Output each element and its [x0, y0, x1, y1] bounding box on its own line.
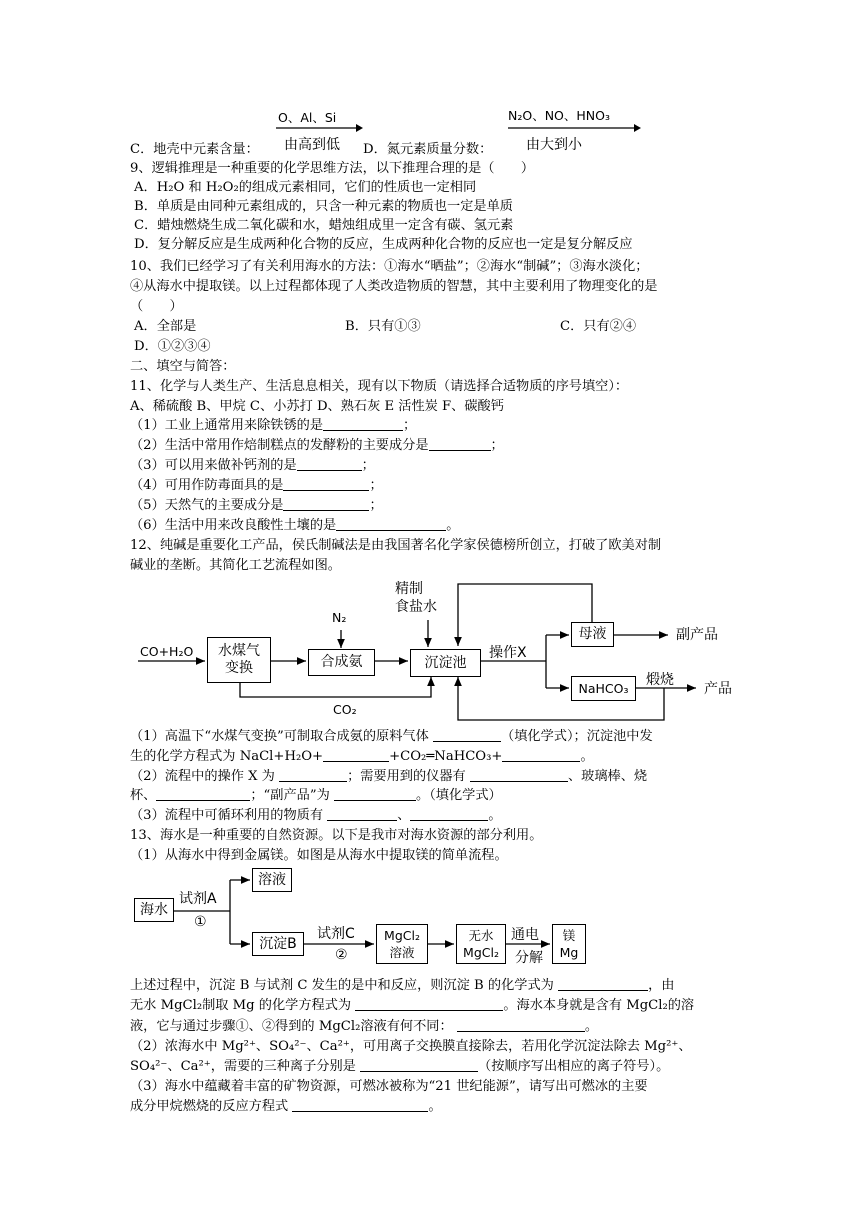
q13-sub3-line2 — [130, 1097, 442, 1116]
punct: ； — [369, 478, 383, 493]
option-d-label: D．氮元素质量分数： — [363, 142, 493, 157]
electrolysis-label: 通电 — [511, 927, 539, 943]
brine-label: 精制 食盐水 — [395, 581, 437, 615]
q10-line2: ④从海水中提取镁。以上过程都体现了人类改造物质的智慧，其中主要利用了物理变化的是 — [130, 279, 658, 294]
q10-option-a: A．全部是 — [134, 319, 197, 334]
punct: ； — [490, 438, 504, 453]
step2-label: ② — [335, 947, 348, 963]
ammonia-synthesis-box: 合成氨 — [308, 649, 375, 676]
q12-line2: 碱业的垄断。其简化工艺流程如图。 — [130, 558, 341, 573]
q11-sub3-text: （3）可以用来做补钙剂的是 — [130, 458, 297, 473]
q13-para-text-e: 液，它与通过步骤①、②得到的 MgCl₂溶液有何不同： — [130, 1019, 453, 1034]
q13-sub2-text-b: SO₄²⁻、Ca²⁺，需要的三种离子分别是 — [130, 1059, 356, 1074]
q13-sub2-line2 — [130, 1057, 669, 1076]
q11-stem: 11、化学与人类生产、生活息息相关，现有以下物质（请选择合适物质的序号填空）： — [130, 379, 629, 394]
option-c-arrow-bottom: 由高到低 — [284, 137, 340, 153]
step1-label: ① — [194, 914, 207, 930]
q12-sub1-text-d: +CO₂═NaHCO₃+ — [389, 749, 503, 764]
option-c-label: C．地壳中元素含量： — [130, 142, 259, 157]
by-product-label: 副产品 — [676, 627, 718, 643]
q12-sub1-text-b: （填化学式）；沉淀池中发 — [501, 729, 653, 744]
answer-blank[interactable] — [360, 1058, 478, 1072]
precipitate-b-box: 沉淀B — [252, 932, 304, 956]
q11-sub6-text: （6）生活中用来改良酸性土壤的是 — [130, 518, 337, 533]
q12-sub2-text-a: （2）流程中的操作 X 为 — [130, 769, 275, 784]
q13-sub3-line1: （3）海水中蕴藏着丰富的矿物资源，可燃冰被称为“21 世纪能源”，请写出可燃冰的主要 — [130, 1079, 648, 1094]
q12-line1: 12、纯碱是重要化工产品，侯氏制碱法是由我国著名化学家侯德榜所创立，打破了欧美对制 — [130, 538, 662, 553]
magnesium-box: 镁 Mg — [552, 924, 586, 964]
q12-sub2-text-f: 。（填化学式） — [416, 788, 502, 803]
q12-sub3-text-a: （3）流程中可循环利用的物质有 — [130, 808, 324, 823]
q12-sub2-text-e: ；“副产品”为 — [250, 788, 330, 803]
n2-label: N₂ — [332, 610, 347, 625]
q12-sub3-text-b: 、 — [397, 808, 411, 823]
q13-sub1: （1）从海水中得到金属镁。如图是从海水中提取镁的简单流程。 — [130, 848, 508, 863]
operation-x-label: 操作X — [489, 645, 527, 661]
q12-sub2-text-b: ；需要用到的仪器有 — [347, 769, 466, 784]
mgcl2-solution-box: MgCl₂ 溶液 — [376, 924, 428, 964]
q13-para-line3 — [130, 1017, 598, 1036]
mother-liquor-box: 母液 — [571, 622, 614, 647]
answer-blank[interactable] — [457, 1018, 585, 1032]
feed-label: CO+H₂O — [140, 644, 194, 659]
q12-sub3-text-c: 。 — [488, 808, 502, 823]
q13-para-text-c: 无水 MgCl₂制取 Mg 的化学方程式为 — [130, 998, 352, 1013]
q12-sub2-text-d: 杯、 — [130, 788, 157, 803]
option-c-arrow-top: O、Al、Si — [278, 110, 337, 125]
q11-sub5-text: （5）天然气的主要成分是 — [130, 498, 284, 513]
q13-para-line2 — [130, 996, 694, 1015]
co2-label: CO₂ — [333, 702, 357, 717]
q9-option-c: C．蜡烛燃烧生成二氧化碳和水，蜡烛组成里一定含有碳、氢元素 — [134, 218, 514, 233]
solution-box: 溶液 — [252, 868, 292, 892]
q11-sub4-text: （4）可用作防毒面具的是 — [130, 478, 284, 493]
q11-options: A、稀硫酸 B、甲烷 C、小苏打 D、熟石灰 E 活性炭 F、碳酸钙 — [130, 399, 504, 414]
q12-sub1-text-e: 。 — [580, 749, 594, 764]
q12-sub1-text-a: （1）高温下“水煤气变换”可制取合成氨的原料气体 — [130, 729, 429, 744]
anhydrous-mgcl2-box: 无水 MgCl₂ — [456, 924, 506, 964]
answer-blank[interactable] — [355, 997, 503, 1011]
q13-stem: 13、海水是一种重要的自然资源。以下是我市对海水资源的部分利用。 — [130, 828, 543, 843]
q10-line3: （ ） — [130, 299, 183, 314]
q13-sub2-line1: （2）浓海水中 Mg²⁺、SO₄²⁻、Ca²⁺，可用离子交换膜直接除去，若用化学沉淀法除去 Mg²⁺、 — [130, 1039, 692, 1054]
settling-tank-box: 沉淀池 — [410, 649, 481, 677]
q13-para-text-b: ，由 — [648, 978, 675, 993]
reagent-c-label: 试剂C — [317, 926, 355, 942]
q12-sub2-text-c: 、玻璃棒、烧 — [567, 769, 648, 784]
q9-option-d: D．复分解反应是生成两种化合物的反应，生成两种化合物的反应也一定是复分解反应 — [134, 237, 633, 252]
q11-sub2-text: （2）生活中常用作焙制糕点的发酵粉的主要成分是 — [130, 438, 429, 453]
option-d-arrow-bottom: 由大到小 — [526, 137, 582, 153]
q11-sub1-text: （1）工业上通常用来除铁锈的是 — [130, 418, 324, 433]
q10-option-c: C．只有②④ — [560, 319, 637, 334]
q9-stem: 9、逻辑推理是一种重要的化学思维方法，以下推理合理的是（ ） — [130, 161, 535, 176]
q13-sub3-text-b: 成分甲烷燃烧的反应方程式 — [130, 1099, 289, 1114]
water-gas-shift-box: 水煤气 变换 — [207, 637, 271, 683]
q9-option-a: A．H₂O 和 H₂O₂的组成元素相同，它们的性质也一定相同 — [134, 180, 477, 195]
q13-para-text-d: 。海水本身就是含有 MgCl₂的溶 — [503, 998, 695, 1013]
punct: ； — [403, 418, 417, 433]
punct: 。 — [446, 518, 460, 533]
calcine-label: 煅烧 — [646, 672, 674, 688]
section-heading: 二、填空与简答： — [130, 359, 236, 374]
product-label: 产品 — [704, 681, 732, 697]
answer-blank[interactable] — [558, 977, 648, 991]
q9-option-b: B．单质是由同种元素组成的，只含一种元素的物质也一定是单质 — [134, 199, 513, 214]
q13-para-text-a: 上述过程中，沉淀 B 与试剂 C 发生的是中和反应，则沉淀 B 的化学式为 — [130, 978, 554, 993]
seawater-box: 海水 — [134, 898, 174, 922]
q12-sub1-text-c: 生的化学方程式为 NaCl+H₂O+ — [130, 749, 324, 764]
q10-option-b: B．只有①③ — [345, 319, 421, 334]
option-d-arrow-top: N₂O、NO、HNO₃ — [508, 108, 610, 123]
reagent-a-label: 试剂A — [179, 891, 217, 907]
q10-line1: 10、我们已经学习了有关利用海水的方法：①海水“晒盐”；②海水“制碱”；③海水淡化； — [130, 259, 649, 274]
answer-blank[interactable] — [292, 1098, 428, 1112]
q13-sub3-text-c: 。 — [428, 1099, 442, 1114]
punct: ； — [369, 498, 383, 513]
q13-para-line1 — [130, 976, 674, 995]
punct: ； — [361, 458, 375, 473]
nahco3-box: NaHCO₃ — [571, 676, 636, 701]
q13-sub2-text-c: （按顺序写出相应的离子符号）。 — [478, 1059, 670, 1074]
q13-para-text-f: 。 — [584, 1019, 599, 1034]
decompose-label: 分解 — [515, 950, 543, 966]
q10-option-d: D．①②③④ — [134, 339, 211, 354]
